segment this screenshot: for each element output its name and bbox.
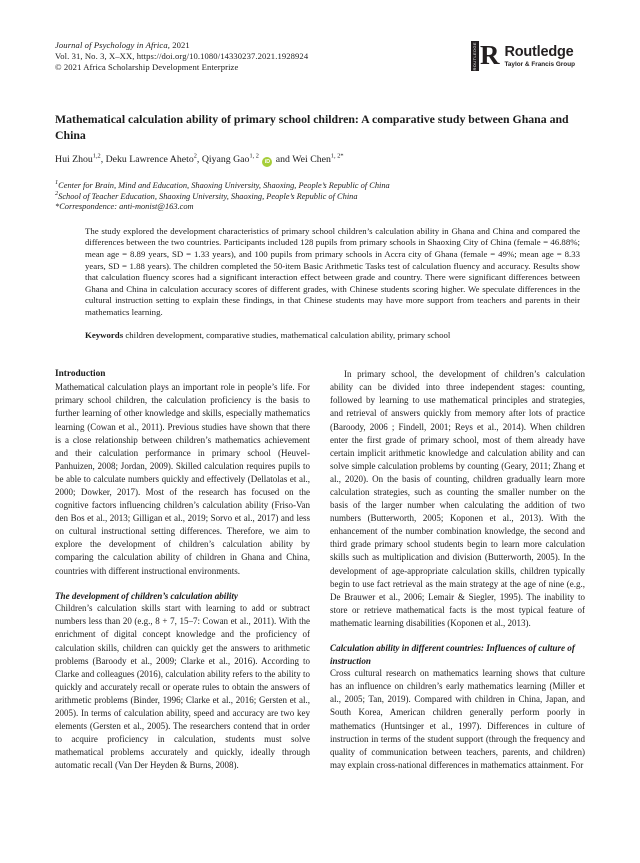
routledge-wordmark: Routledge	[504, 43, 574, 60]
journal-name: Journal of Psychology in Africa	[55, 40, 168, 50]
author-1: Hui Zhou	[55, 154, 93, 165]
affiliation-1-sup: 1	[55, 179, 59, 187]
routledge-vertical-bar	[471, 41, 479, 71]
doi-link[interactable]: https://doi.org/10.1080/14330237.2021.1928924	[136, 51, 309, 61]
author-separator: ,	[196, 154, 202, 165]
affiliations-block	[55, 181, 585, 213]
correspondence-email[interactable]: anti-monist@163.com	[119, 202, 194, 212]
left-column	[55, 368, 310, 772]
right-column	[330, 368, 585, 772]
subsection-heading-culture: Calculation ability in different countries: Influences of culture of instruction	[330, 643, 575, 666]
keywords-text: children development, comparative studies, mathematical calculation ability, primary school	[123, 329, 451, 340]
routledge-logo-icon	[471, 41, 500, 71]
author-conjunction: and	[273, 154, 293, 165]
keywords-label: Keywords	[85, 329, 124, 340]
author-separator: ,	[100, 154, 106, 165]
introduction-paragraph: Mathematical calculation plays an important role in people’s life. For primary school children, the calculation proficiency is the basis to further learning of other knowledge and skills, especially mathematics learning (Cowan et al., 2011). Previous studies have shown that there is a close relationship between children’s mathematics achievement and their calculation performance in primary school (Heuvel-Panhuizen, 2008; Jordan, 2009). Skilled calculation requires pupils to be able to calculate numbers quickly and effectively (Dellatolas et al., 2000; Dowker, 2017). Most of the research has focused on the cognitive factors influencing children’s calculation ability (Friso-Van den Bos et al., 2013; Gilligan et al., 2019; Sorvo et al., 2017) and less on cultural instructional setting differences. Therefore, we aim to explore the development of children’s calculation ability by comparing the calculation ability of children in Ghana and China, countries with different instructional environments.	[55, 382, 310, 576]
author-3-affil-sup: 1, 2	[249, 152, 259, 160]
author-1-affil-sup: 1,2	[92, 152, 101, 160]
routledge-r-glyph: R	[479, 40, 500, 70]
volume-doi-line	[55, 51, 308, 62]
volume-info: Vol. 31, No. 3, X–XX,	[55, 51, 137, 61]
author-4-affil-sup: 1, 2*	[330, 152, 344, 160]
routledge-logo	[471, 41, 575, 71]
affiliation-1	[55, 181, 585, 192]
subsection-heading-development: The development of children’s calculation ability	[55, 590, 238, 601]
journal-name-line	[55, 40, 308, 51]
taylor-francis-tagline: Taylor & Francis Group	[504, 60, 575, 68]
author-2-affil-sup: 2	[193, 152, 197, 160]
affiliation-2-sup: 2	[55, 189, 59, 197]
authors-line	[55, 154, 585, 167]
stages-paragraph: In primary school, the development of children’s calculation ability can be divided into three independent stages: counting, followed by learning to use mathematical principles and strategies, and retrieval of answers quickly from memory after lots of practice (Baroody, 2006 ; Findell, 2001; Reys et al., 2014). When children enter the first grade of primary school, most of them already have certain implicit arithmetic knowledge and calculation ability and can solve simple calculation problems by counting (Geary, 2011; Zhang et al., 2020). On the basis of counting, children gradually learn more calculation strategies, such as counting the smaller number on the basis of the larger number when calculating the addition of two numbers (Butterworth, 2005; Koponen et al., 2013). With the enhancement of the number combination knowledge, the second and third grade primary school students begin to learn more calculation skills such as multiplication and division (Butterworth, 2005). In the development of age-appropriate calculation skills, children typically begin to use fact retrieval as the main strategy at the age of nine (e.g., De Brauwer et al., 2006; Lemair & Siegler, 1995). The inability to store or retrieve mathematical facts is the most typical feature of mathematic learning disabilities (Koponen et al., 2013).	[330, 369, 585, 628]
routledge-logo-text	[504, 45, 575, 68]
copyright-line: © 2021 Africa Scholarship Development Enterprize	[55, 62, 239, 72]
affiliation-2-text: School of Teacher Education, Shaoxing University, Shaoxing, People’s Republic of China	[58, 191, 358, 201]
affiliation-1-text: Center for Brain, Mind and Education, Shaoxing University, Shaoxing, People’s Republic of China	[58, 181, 390, 190]
author-2: Deku Lawrence Aheto	[105, 154, 194, 165]
abstract-paragraph: The study explored the development characteristics of primary school children’s calculation ability in Ghana and China and compared the differences between the two countries. Participants included 128 pupils from primary schools in Shaoxing City of China (female = 46.88%; mean age = 8.89 years, SD = 1.33 years), and 100 pupils from primary schools in Accra city of Ghana (female = 49%; mean age = 8.33 years, SD = 1.88 years). The children completed the 50-item Basic Arithmetic Tasks test of calculation fluency and accuracy. Results show that calculation fluency scores had a significant interaction effect between grade and country. There were significant differences between Ghana and China in calculation accuracy scores of different grades, with Chinese students scoring higher. We speculate differences in the cultural instruction setting to explain these findings, in that Chinese students may have more support from teachers and parents in their mathematics learning.	[85, 225, 580, 317]
page-header	[55, 40, 585, 73]
orcid-icon[interactable]: iD	[262, 157, 272, 167]
correspondence-label: *Correspondence:	[55, 202, 120, 212]
author-4: Wei Chen	[292, 154, 331, 165]
article-title: Mathematical calculation ability of primary school children: A comparative study between Ghana and China	[55, 112, 569, 142]
development-paragraph: Children’s calculation skills start with learning to add or subtract numbers less than 20 (e.g., 8 + 7, 15–7: Cowan et al., 2011). With the enrichment of digital concept knowledge and the proficiency of calculation skills, children can quickly get the answers to arithmetic problems (Baroody et al., 2009; Clarke et al., 2016). According to Clarke and colleagues (2016), calculation ability refers to the ability to quickly and accurately recall or operate rules to obtain the answers of arithmetic problems (Binder, 1996; Clarke et al., 2016; Gersten et al., 2005). In terms of calculation ability, speed and accuracy are two key elements (Gersten et al., 2005). The researchers contend that in order to acquire proficiency in calculation, students must solve mathematical problems accurately and quickly, ideally through automatic recall (Van Der Heyden & Burns, 2008).	[55, 603, 310, 771]
section-heading-introduction: Introduction	[55, 369, 106, 380]
author-3: Qiyang Gao	[201, 154, 250, 165]
keywords-line	[85, 330, 580, 342]
body-columns	[55, 368, 585, 772]
correspondence-line	[55, 202, 585, 213]
routledge-vertical-text: ROUTLEDGE	[471, 41, 477, 71]
culture-paragraph: Cross cultural research on mathematics learning shows that culture has an influence on children’s early mathematics learning (Miller et al., 2005; Tan, 2019). Compared with children in China, Japan, and South Korea, American children generally perform poorly in mathematics (Huntsinger et al., 1997). Differences in culture of instruction in terms of the student support (through the frequency and quality of communication between teachers, parents, and children) may explain cross-national differences in mathematics attainment. For	[330, 668, 585, 770]
journal-year: , 2021	[167, 40, 190, 50]
journal-citation-block	[55, 40, 308, 73]
affiliation-2	[55, 189, 585, 203]
